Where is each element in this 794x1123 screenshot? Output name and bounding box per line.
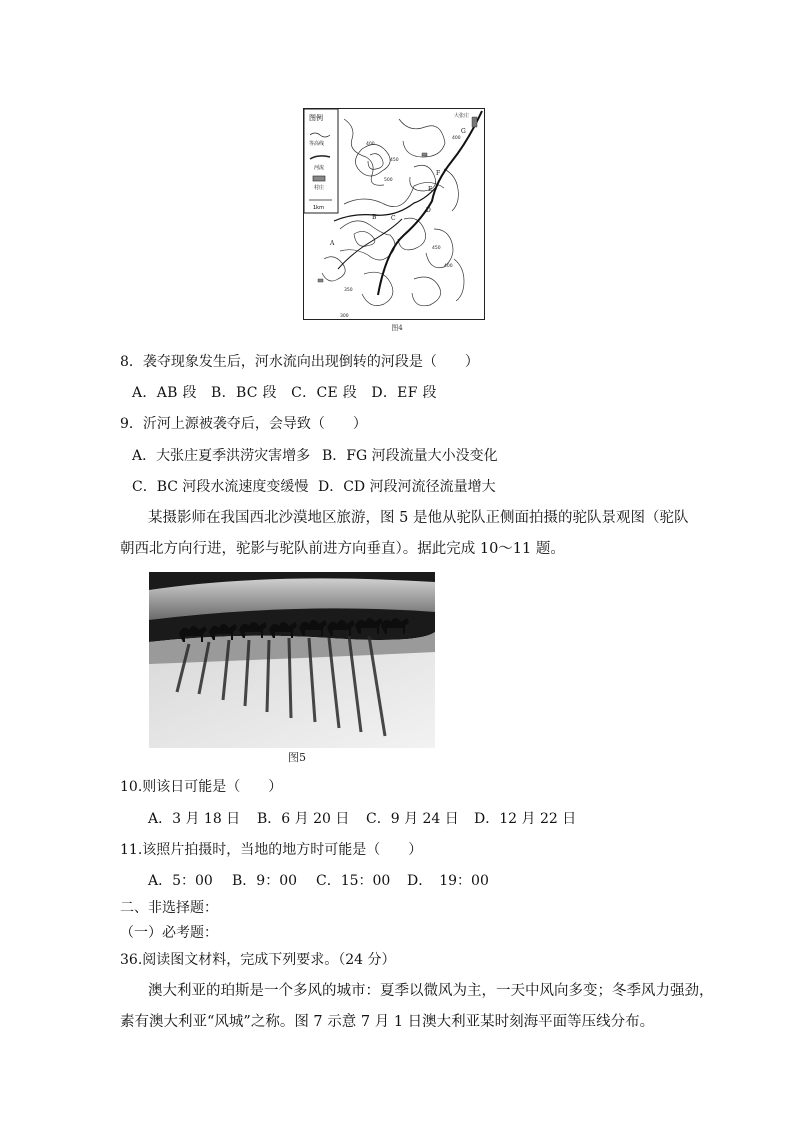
question-11-option-c: C．15：00 bbox=[316, 873, 391, 889]
question-10-option-b: B．6 月 20 日 bbox=[257, 811, 350, 827]
contour-value: 400 bbox=[452, 136, 461, 141]
question-10-option-c: C．9 月 24 日 bbox=[366, 811, 459, 827]
contour-map-graphic bbox=[304, 109, 484, 319]
point-label-g: G bbox=[461, 128, 466, 135]
figure-5-caption: 图5 bbox=[288, 751, 306, 764]
camel-caravan-image bbox=[149, 572, 435, 748]
point-label-e: E bbox=[428, 186, 433, 193]
question-11-stem: 11.该照片拍摄时，当地的地方时可能是（ ） bbox=[120, 842, 423, 858]
point-label-b: B bbox=[372, 214, 377, 221]
point-label-f: F bbox=[436, 170, 441, 177]
section-2-title: 二、非选择题： bbox=[120, 900, 218, 916]
question-36-stem: 36.阅读图文材料，完成下列要求。（24 分） bbox=[120, 952, 396, 968]
section-2-subtitle: （一）必考题： bbox=[120, 925, 218, 941]
contour-value: 400 bbox=[444, 264, 453, 269]
legend-contour-label: 等高线 bbox=[309, 141, 325, 147]
figure-5-photo bbox=[149, 572, 435, 748]
question-9-option-c: C．BC 河段水流速度变缓慢 bbox=[132, 479, 309, 495]
point-label-c: C bbox=[391, 215, 396, 222]
question-8-options: A．AB 段 B．BC 段 C．CE 段 D．EF 段 bbox=[132, 385, 437, 401]
contour-value: 450 bbox=[390, 158, 399, 163]
question-11-option-b: B．9：00 bbox=[232, 873, 298, 889]
contour-value: 350 bbox=[344, 288, 353, 293]
question-11-option-a: A．5：00 bbox=[148, 873, 213, 889]
legend-title: 图例 bbox=[309, 114, 323, 122]
question-8-stem: 8．袭夺现象发生后，河水流向出现倒转的河段是（ ） bbox=[120, 354, 479, 370]
question-9-option-b: B．FG 河段流量大小没变化 bbox=[322, 448, 498, 464]
question-36-paragraph-line-1: 澳大利亚的珀斯是一个多风的城市：夏季以微风为主，一天中风向多变；冬季风力强劲， bbox=[148, 983, 714, 999]
contour-value: 300 bbox=[340, 314, 349, 319]
question-36-paragraph-line-2: 素有澳大利亚“风城”之称。图 7 示意 7 月 1 日澳大利亚某时刻海平面等压线分布。 bbox=[120, 1014, 655, 1030]
question-9-option-a: A．大张庄夏季洪涝灾害增多 bbox=[132, 448, 311, 464]
figure-4-caption: 图4 bbox=[391, 324, 403, 332]
intro-line-1: 某摄影师在我国西北沙漠地区旅游，图 5 是他从驼队正侧面拍摄的驼队景观图（驼队 bbox=[148, 510, 689, 526]
question-9-option-d: D．CD 河段河流径流量增大 bbox=[318, 479, 496, 495]
question-10-stem: 10.则该日可能是（ ） bbox=[120, 779, 283, 795]
legend-scale-label: 1km bbox=[313, 205, 324, 211]
contour-value: 400 bbox=[366, 142, 375, 147]
legend-river-label: 河流 bbox=[314, 165, 325, 171]
figure-4-map bbox=[303, 108, 485, 320]
question-9-stem: 9．沂河上源被袭夺后，会导致（ ） bbox=[120, 416, 367, 432]
question-10-option-d: D．12 月 22 日 bbox=[474, 811, 577, 827]
contour-value: 500 bbox=[384, 178, 393, 183]
contour-value: 450 bbox=[432, 246, 441, 251]
intro-line-2: 朝西北方向行进，驼影与驼队前进方向垂直）。据此完成 10～11 题。 bbox=[120, 541, 565, 557]
point-label-d: D bbox=[426, 207, 431, 214]
legend-village-label: 村庄 bbox=[314, 185, 325, 191]
question-11-option-d: D． 19：00 bbox=[407, 873, 489, 889]
village-icon bbox=[313, 176, 325, 181]
village-label-dazhangzhuang: 大张庄 bbox=[454, 113, 470, 119]
point-label-a: A bbox=[330, 240, 335, 247]
question-10-option-a: A．3 月 18 日 bbox=[148, 811, 241, 827]
